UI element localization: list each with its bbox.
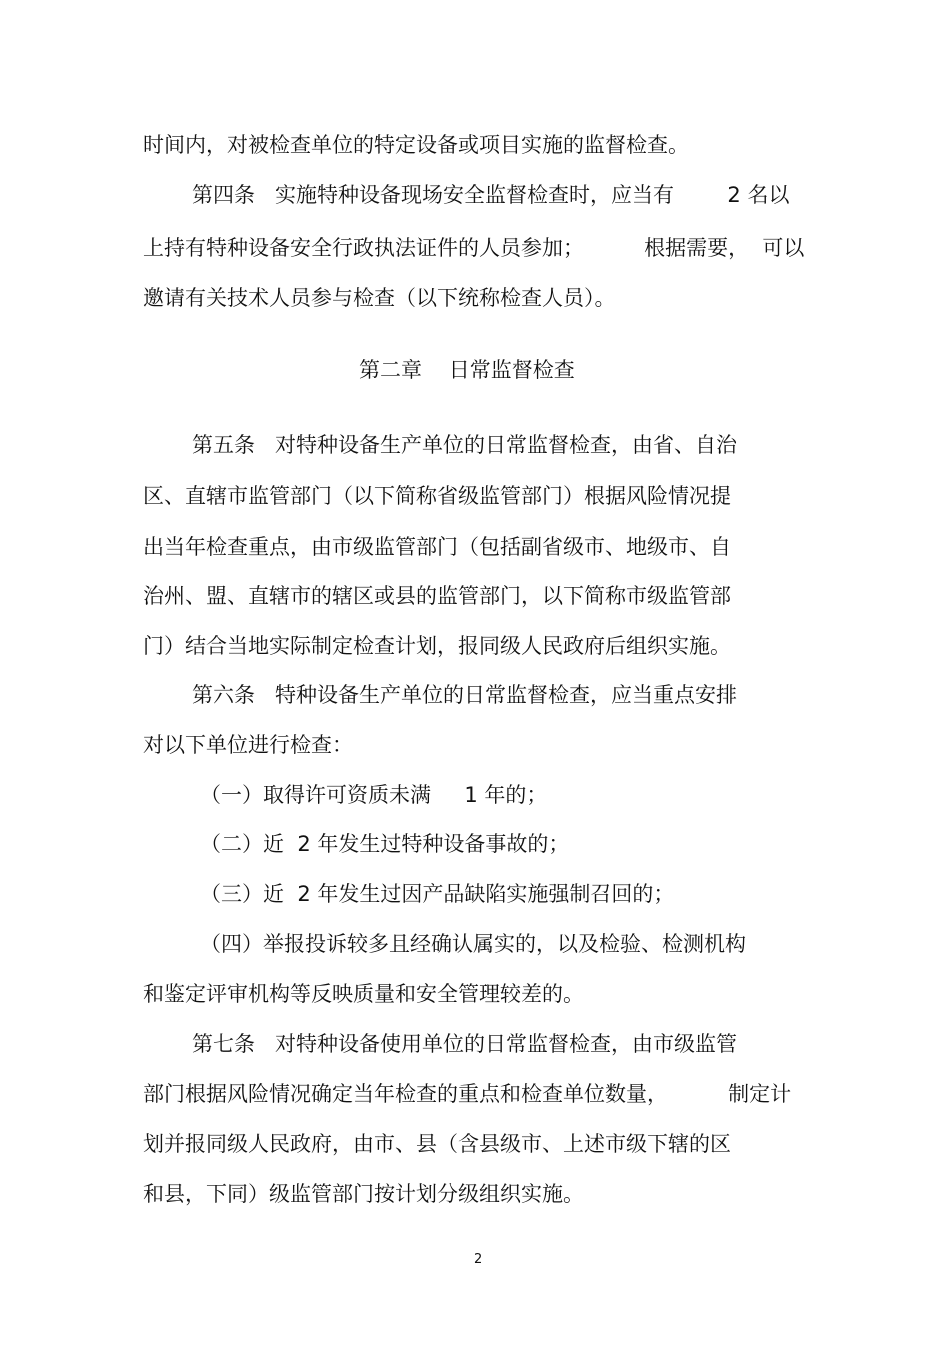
text-line: 区、直辖市监管部门（以下简称省级监管部门）根据风险情况提 bbox=[143, 484, 731, 508]
text-line: 第六条 特种设备生产单位的日常监督检查，应当重点安排 bbox=[192, 683, 738, 707]
text-line: 上持有特种设备安全行政执法证件的人员参加； 根据需要， 可以 bbox=[143, 236, 805, 260]
text-line: 对以下单位进行检查： bbox=[143, 733, 353, 757]
text-line: 门）结合当地实际制定检查计划，报同级人民政府后组织实施。 bbox=[143, 634, 731, 658]
text-line: 第七条 对特种设备使用单位的日常监督检查，由市级监管 bbox=[192, 1032, 738, 1056]
text-line: 和县，下同）级监管部门按计划分级组织实施。 bbox=[143, 1182, 584, 1206]
text-line: 出当年检查重点，由市级监管部门（包括副省级市、地级市、自 bbox=[143, 535, 731, 559]
text-line: 时间内，对被检查单位的特定设备或项目实施的监督检查。 bbox=[143, 133, 689, 157]
text-line: 治州、盟、直辖市的辖区或县的监管部门，以下简称市级监管部 bbox=[143, 584, 731, 608]
chapter-heading: 第二章 日常监督检查 bbox=[359, 358, 575, 382]
text-line: 邀请有关技术人员参与检查（以下统称检查人员）。 bbox=[143, 286, 616, 310]
text-line: 第四条 实施特种设备现场安全监督检查时，应当有 2 名以 bbox=[192, 183, 790, 207]
list-item: （二）近 2 年发生过特种设备事故的； bbox=[200, 832, 570, 856]
list-item: （一）取得许可资质未满 1 年的； bbox=[200, 783, 548, 807]
text-line: 第五条 对特种设备生产单位的日常监督检查，由省、自治 bbox=[192, 433, 738, 457]
text-line: 部门根据风险情况确定当年检查的重点和检查单位数量， 制定计 bbox=[143, 1082, 792, 1106]
list-item: （四）举报投诉较多且经确认属实的，以及检验、检测机构 bbox=[200, 932, 746, 956]
list-item: （三）近 2 年发生过因产品缺陷实施强制召回的； bbox=[200, 882, 675, 906]
text-line: 和鉴定评审机构等反映质量和安全管理较差的。 bbox=[143, 982, 584, 1006]
page-number: 2 bbox=[474, 1252, 483, 1267]
text-line: 划并报同级人民政府，由市、县（含县级市、上述市级下辖的区 bbox=[143, 1132, 731, 1156]
